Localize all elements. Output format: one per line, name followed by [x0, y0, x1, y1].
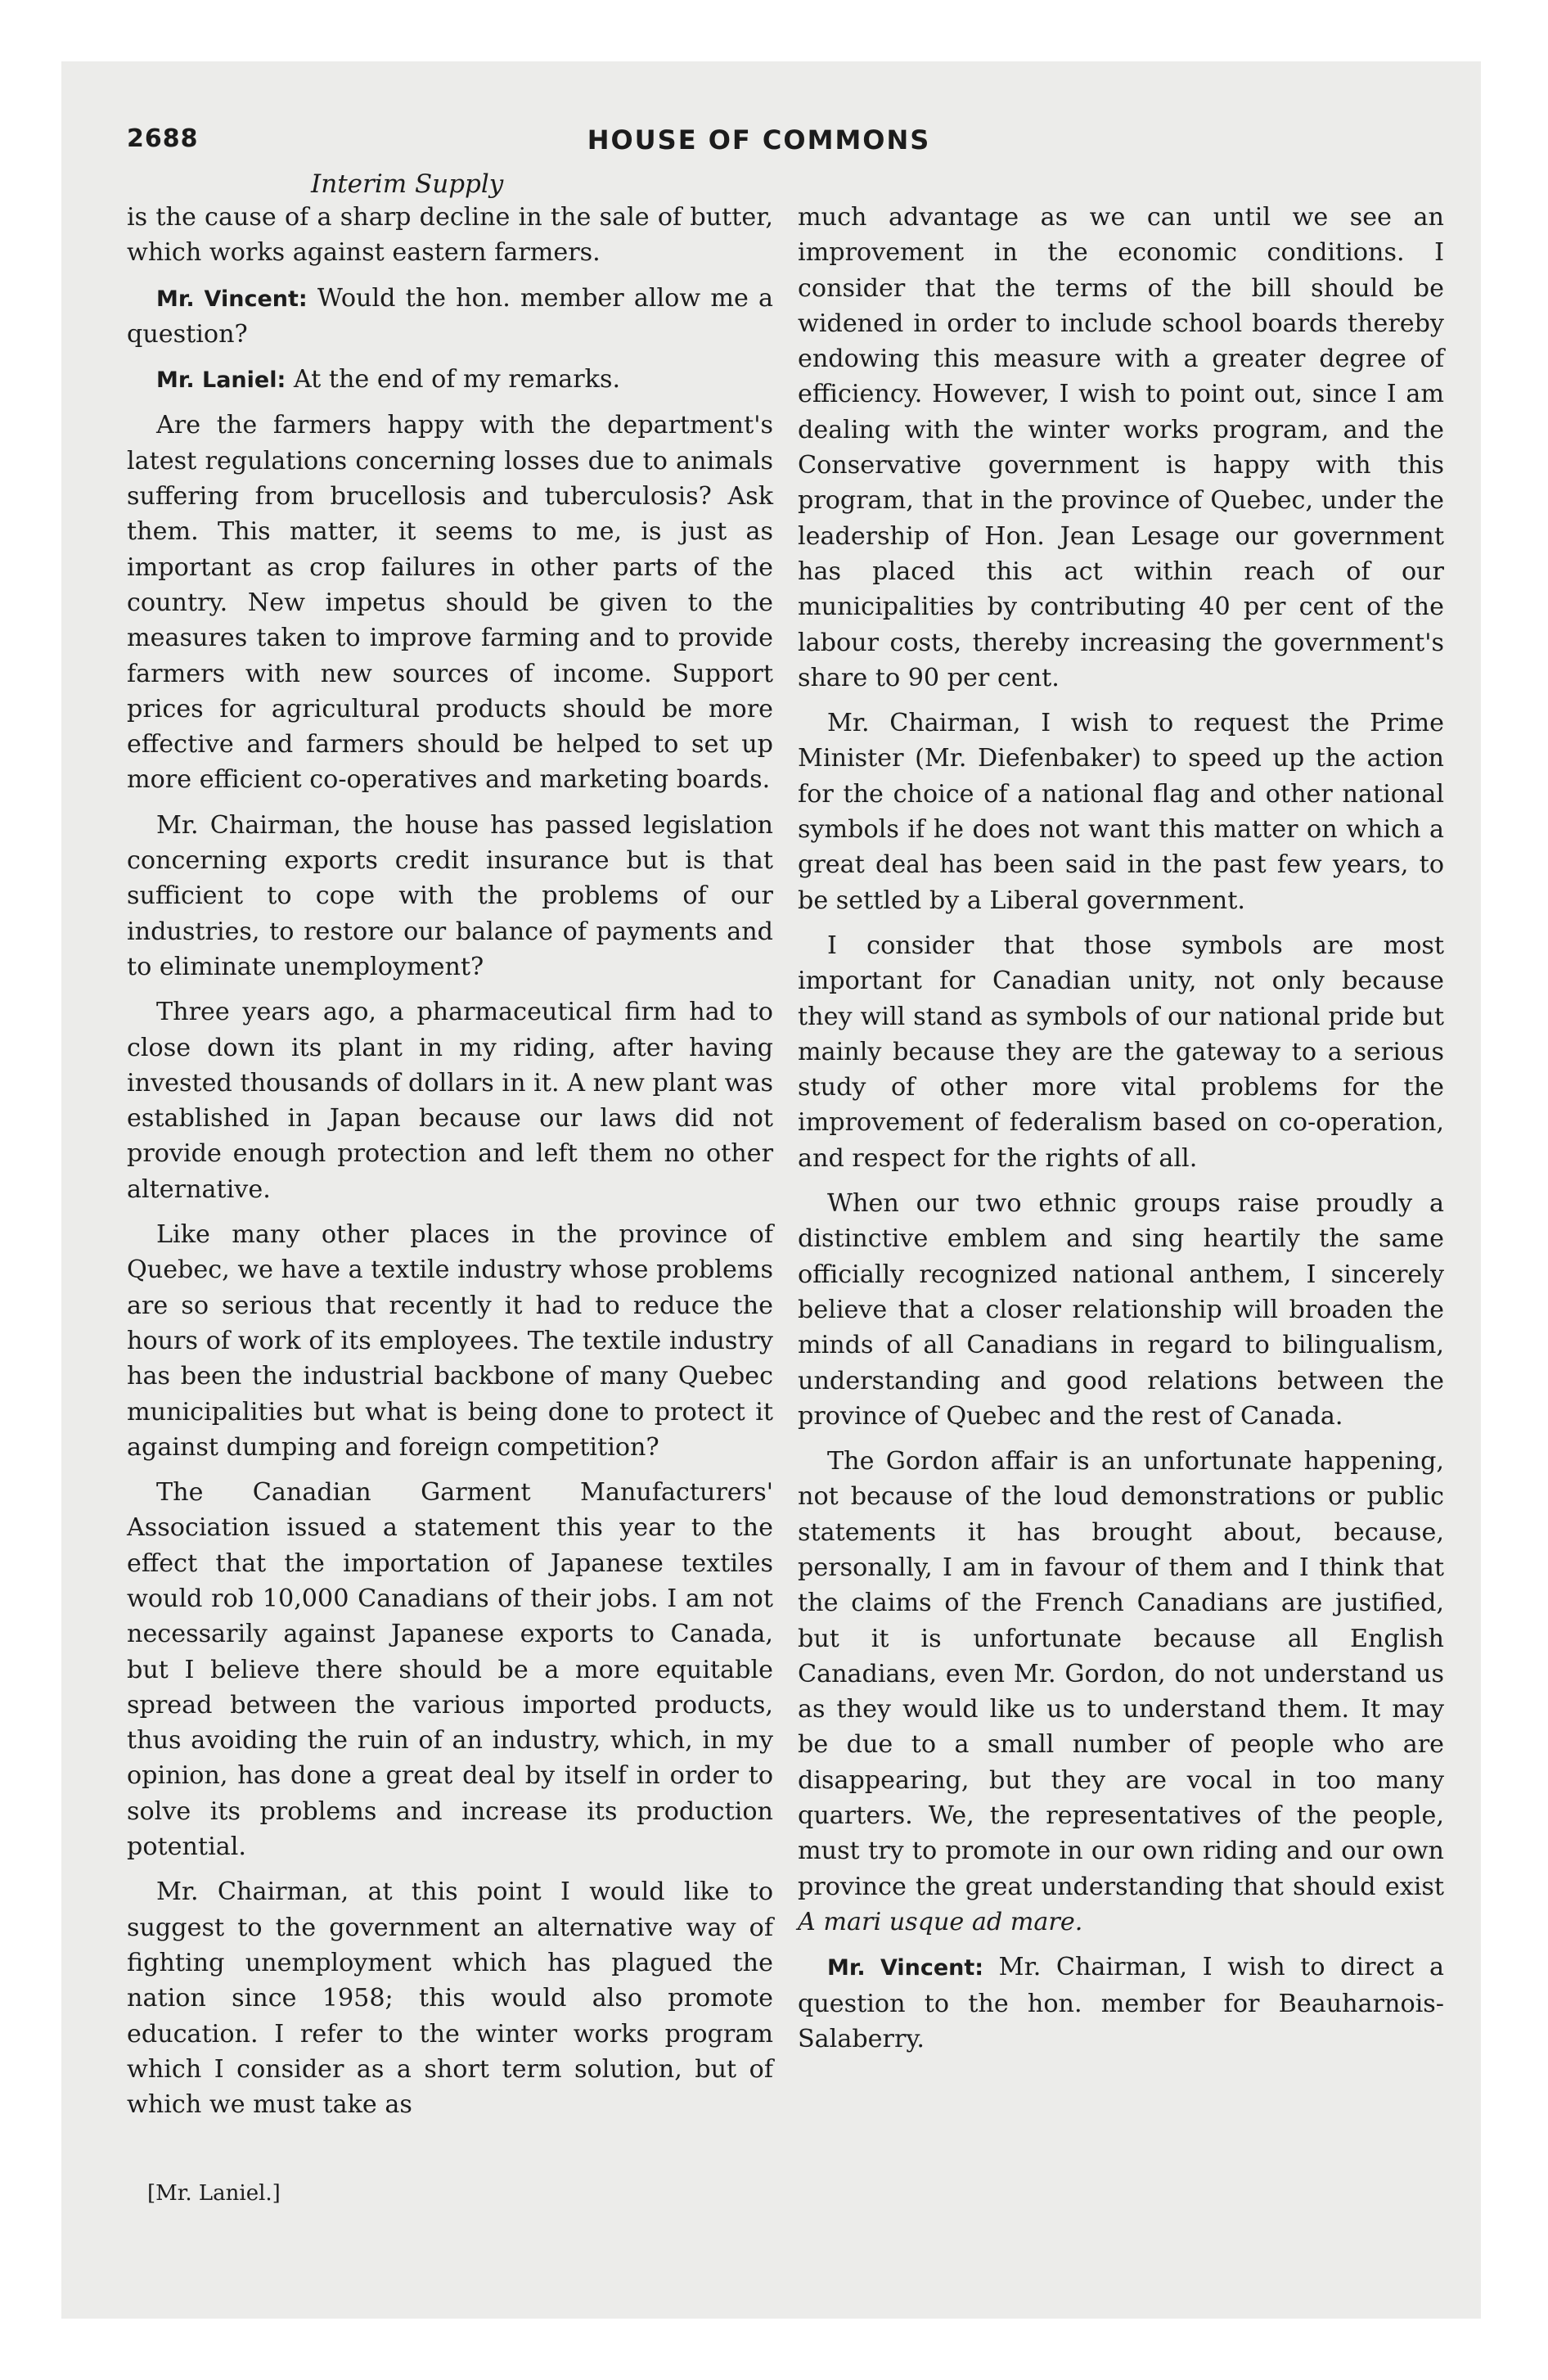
- paragraph: Mr. Chairman, at this point I would like to suggest to the government an alternative way of fighting unemployment which has plagued the nation since 1958; this would also promote education. I refer to the winter works program which I consider as a short term solution, but of which we must take as: [127, 1877, 773, 2120]
- page-number: 2688: [127, 124, 199, 153]
- latin-motto: A mari usque ad mare.: [798, 1907, 1083, 1936]
- speaker-name: Mr. Vincent:: [827, 1955, 984, 1981]
- paragraph: Three years ago, a pharmaceutical firm had to close down its plant in my riding, after having invested thousands of dollars in it. A new plant was established in Japan because our laws did not provide enough protection and left them no other alternative.: [127, 998, 773, 1204]
- section-subhead: Interim Supply: [311, 169, 504, 199]
- left-column: [127, 200, 773, 2132]
- paragraph: is the cause of a sharp decline in the sale of butter, which works against eastern farmers.: [127, 203, 773, 268]
- paragraph: Mr. Chairman, I wish to request the Prime Minister (Mr. Diefenbaker) to speed up the action for the choice of a national flag and other national symbols if he does not want this matter on which a great deal has been said in the past few years, to be settled by a Liberal government.: [798, 709, 1444, 915]
- paragraph: Like many other places in the province of Quebec, we have a textile industry whose problems are so serious that recently it had to reduce the hours of work of its employees. The textile industry has been the industrial backbone of many Quebec municipalities but what is being done to protect it against dumping and foreign competition?: [127, 1220, 773, 1462]
- paragraph: Mr. Chairman, the house has passed legislation concerning exports credit insurance but is that sufficient to cope with the problems of our industries, to restore our balance of payments and to eliminate unemployment?: [127, 810, 773, 981]
- paragraph: I consider that those symbols are most important for Canadian unity, not only because they will stand as symbols of our national pride but mainly because they are the gateway to a serious study of other more vital problems for the improvement of federalism based on co-operation, and respect for the rights of all.: [798, 931, 1444, 1173]
- speech-text: Mr. Chairman, I wish to direct a question to the hon. member for Beauharnois-Salaberry.: [798, 1953, 1444, 2053]
- paragraph: [798, 1444, 1444, 1940]
- right-column: [798, 200, 1444, 2067]
- speech-text: At the end of my remarks.: [286, 365, 621, 394]
- speaker-name: Mr. Vincent:: [156, 286, 308, 312]
- paragraph: much advantage as we can until we see an improvement in the economic conditions. I consider that the terms of the bill should be widened in order to include school boards thereby endowing this measure with a greater degree of efficiency. However, I wish to point out, since I am dealing with the winter works program, and the Conservative government is happy with this program, that in the province of Quebec, under the leadership of Hon. Jean Lesage our government has placed this act within reach of our municipalities by contributing 40 per cent of the labour costs, thereby increasing the government's share to 90 per cent.: [798, 203, 1444, 692]
- paragraph: The Canadian Garment Manufacturers' Association issued a statement this year to the effect that the importation of Japanese textiles would rob 10,000 Canadians of their jobs. I am not necessarily against Japanese exports to Canada, but I believe there should be a more equitable spread between the various imported products, thus avoiding the ruin of an industry, which, in my opinion, has done a great deal by itself in order to solve its problems and increase its production potential.: [127, 1478, 773, 1862]
- footer-attribution: [Mr. Laniel.]: [147, 2181, 281, 2206]
- speaker-paragraph: [127, 362, 773, 398]
- page-header: [127, 124, 1391, 165]
- speaker-paragraph: [127, 281, 773, 353]
- speaker-paragraph: [798, 1950, 1444, 2057]
- running-title: HOUSE OF COMMONS: [587, 124, 931, 156]
- paragraph: Are the farmers happy with the department's latest regulations concerning losses due to animals suffering from brucellosis and tuberculosis? Ask them. This matter, it seems to me, is just as important as crop failures in other parts of the country. New impetus should be given to the measures taken to improve farming and to provide farmers with new sources of income. Support prices for agricultural products should be more effective and farmers should be helped to set up more efficient co-operatives and marketing boards.: [127, 411, 773, 795]
- speaker-name: Mr. Laniel:: [156, 367, 286, 394]
- paragraph-text: The Gordon affair is an unfortunate happening, not because of the loud demonstrations or public statements it has brought about, because, personally, I am in favour of them and I think that the claims of the French Canadians are justified, but it is unfortunate because all English Canadians, even Mr. Gordon, do not understand us as they would like us to understand them. It may be due to a small number of people who are disappearing, but they are vocal in too many quarters. We, the representatives of the people, must try to promote in our own riding and our own province the great understanding that should exist: [798, 1447, 1444, 1901]
- paragraph: When our two ethnic groups raise proudly a distinctive emblem and sing heartily the same officially recognized national anthem, I sincerely believe that a closer relationship will broaden the minds of all Canadians in regard to bilingualism, understanding and good relations between the province of Quebec and the rest of Canada.: [798, 1189, 1444, 1431]
- speech-text: Would the hon. member allow me a question?: [127, 283, 773, 349]
